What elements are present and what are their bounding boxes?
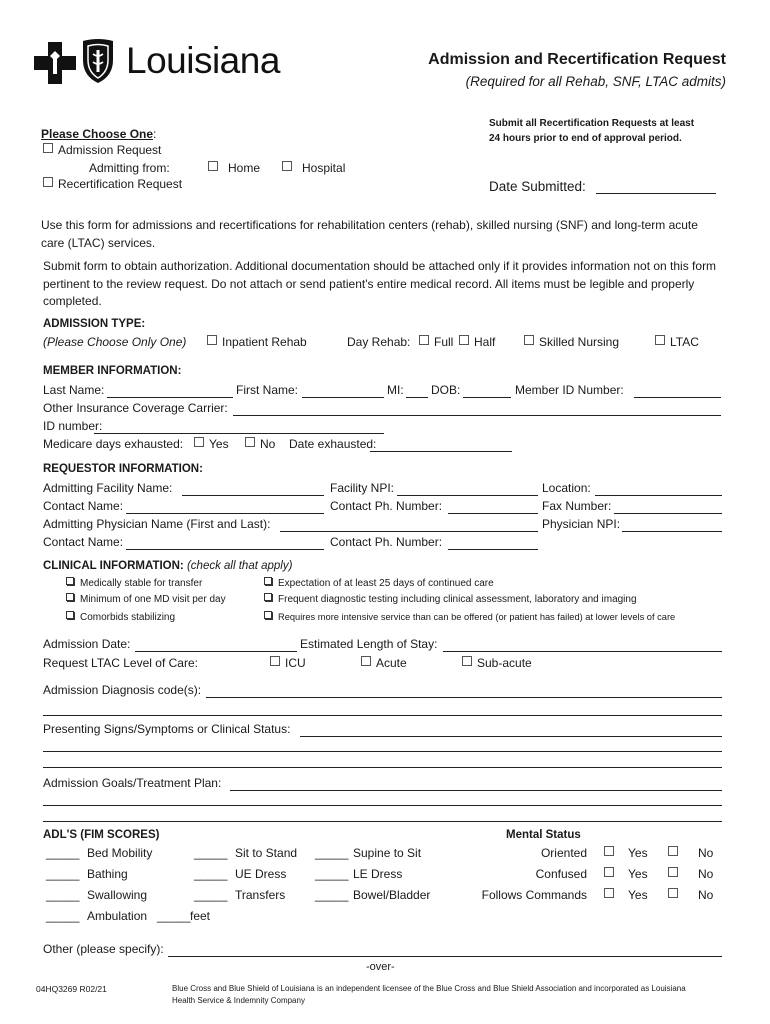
clinical-right-3[interactable]	[264, 611, 675, 622]
date-submitted-label: Date Submitted:	[489, 179, 586, 194]
full-label: Full	[434, 335, 454, 349]
adl-sit-to-stand-label: Sit to Stand	[235, 846, 298, 860]
icu-option[interactable]	[270, 656, 306, 670]
inpatient-rehab-label: Inpatient Rehab	[222, 335, 307, 349]
adl-sit-to-stand-blank[interactable]: _____	[194, 846, 228, 860]
admission-date-label: Admission Date:	[43, 637, 131, 651]
other-specify-label: Other (please specify):	[43, 942, 164, 956]
contact-name-2-field[interactable]	[126, 549, 324, 550]
blue-shield-icon	[80, 38, 116, 84]
logo	[34, 38, 284, 90]
other-insurance-field[interactable]	[233, 415, 721, 416]
adl-ue-dress-label: UE Dress	[235, 867, 287, 881]
choose-heading	[41, 127, 156, 141]
medicare-yes-label: Yes	[209, 437, 229, 451]
home-label: Home	[228, 161, 261, 175]
adl-heading: ADL'S (FIM SCORES)	[43, 829, 160, 841]
clinical-left-2-label: Minimum of one MD visit per day	[80, 594, 226, 605]
form-title: Admission and Recertification Request	[428, 51, 726, 68]
member-info-heading: MEMBER INFORMATION:	[43, 365, 182, 377]
submit-note-1: Submit all Recertification Requests at least	[489, 118, 695, 129]
skilled-nursing-label: Skilled Nursing	[539, 335, 620, 349]
dob-field[interactable]	[463, 397, 511, 398]
contact-phone-2-field[interactable]	[448, 549, 538, 550]
adl-ambulation-blank[interactable]: _____	[46, 909, 80, 923]
ltac-option[interactable]	[655, 335, 699, 349]
choose-heading-text: Please Choose One	[41, 127, 154, 141]
clinical-left-2-checkbox[interactable]	[66, 593, 74, 601]
subacute-option[interactable]	[462, 656, 532, 670]
ltac-label: LTAC	[670, 335, 699, 349]
icu-label: ICU	[285, 656, 306, 670]
commands-yes-option[interactable]	[604, 888, 648, 902]
admission-date-field[interactable]	[135, 651, 297, 652]
clinical-right-1[interactable]	[264, 577, 494, 589]
last-name-field[interactable]	[107, 397, 233, 398]
half-checkbox[interactable]	[459, 335, 469, 345]
recert-request-option[interactable]	[43, 177, 182, 191]
member-id-label: Member ID Number:	[515, 383, 624, 397]
adl-supine-label: Supine to Sit	[353, 846, 422, 860]
goals-field-2[interactable]	[43, 805, 722, 806]
hospital-option[interactable]	[282, 161, 345, 175]
acute-option[interactable]	[361, 656, 407, 670]
subacute-checkbox[interactable]	[462, 656, 472, 666]
length-of-stay-label: Estimated Length of Stay:	[300, 637, 438, 651]
signs-field[interactable]	[300, 736, 722, 737]
over-label: -over-	[366, 961, 395, 973]
oriented-no-option[interactable]	[668, 846, 713, 860]
goals-label: Admission Goals/Treatment Plan:	[43, 776, 222, 790]
adl-transfers-label: Transfers	[235, 888, 286, 902]
ltac-level-label: Request LTAC Level of Care:	[43, 656, 198, 670]
confused-no-option[interactable]	[668, 867, 713, 881]
adl-ambulation-label: Ambulation	[87, 909, 148, 923]
signs-field-3[interactable]	[43, 767, 722, 768]
admission-request-label: Admission Request	[58, 143, 162, 157]
submit-note-2: 24 hours prior to end of approval period.	[489, 133, 682, 144]
signs-label: Presenting Signs/Symptoms or Clinical Status:	[43, 722, 291, 736]
facility-name-label: Admitting Facility Name:	[43, 481, 173, 495]
diagnosis-field[interactable]	[206, 697, 722, 698]
physician-name-label: Admitting Physician Name (First and Last):	[43, 517, 271, 531]
fax-number-field[interactable]	[614, 513, 722, 514]
admitting-from-label: Admitting from:	[89, 161, 170, 175]
adl-bathing-blank[interactable]: _____	[46, 867, 80, 881]
mi-label: MI:	[387, 383, 404, 397]
intro-paragraph-2: Submit form to obtain authorization. Additional documentation should be attached only if it provides information not on this form pertinent to the review request. Do not attach or send patient's entire medical record. All items must be legible and properly completed.	[43, 259, 717, 308]
date-exhausted-label: Date exhausted:	[289, 437, 377, 451]
signs-field-2[interactable]	[43, 751, 722, 752]
commands-no-checkbox[interactable]	[668, 888, 678, 898]
oriented-yes-checkbox[interactable]	[604, 846, 614, 856]
hospital-label: Hospital	[302, 161, 346, 175]
half-option[interactable]	[459, 335, 495, 349]
physician-name-field[interactable]	[280, 531, 538, 532]
form-code: 04HQ3269 R02/21	[36, 984, 107, 994]
confused-yes-option[interactable]	[604, 867, 648, 881]
footer-line-1: Blue Cross and Blue Shield of Louisiana is an independent licensee of the Blue Cross and Blue Shield Association and incorporated as Louisiana	[172, 984, 686, 993]
medicare-no-option[interactable]	[245, 437, 275, 451]
adl-le-dress-label: LE Dress	[353, 867, 403, 881]
adl-bowel-blank[interactable]: _____	[315, 888, 349, 902]
clinical-right-2-label: Frequent diagnostic testing including clinical assessment, laboratory and imaging	[278, 594, 637, 605]
contact-phone-2-label: Contact Ph. Number:	[330, 535, 443, 549]
clinical-left-2[interactable]	[66, 593, 226, 605]
goals-field-3[interactable]	[43, 821, 722, 822]
medicare-yes-option[interactable]	[194, 437, 229, 451]
oriented-no-checkbox[interactable]	[668, 846, 678, 856]
clinical-right-2-checkbox[interactable]	[264, 593, 272, 601]
inpatient-rehab-checkbox[interactable]	[207, 335, 217, 345]
date-exhausted-field[interactable]	[370, 451, 512, 452]
contact-name-label: Contact Name:	[43, 499, 124, 513]
clinical-left-3[interactable]	[66, 611, 175, 623]
id-number-field[interactable]	[94, 433, 384, 434]
clinical-note: (check all that apply)	[186, 560, 293, 572]
mental-confused-label: Confused	[535, 867, 587, 881]
adl-le-dress-blank[interactable]: _____	[315, 867, 349, 881]
commands-no-option[interactable]	[668, 888, 713, 902]
clinical-right-2[interactable]	[264, 593, 637, 605]
confused-no-checkbox[interactable]	[668, 867, 678, 877]
recert-request-label: Recertification Request	[58, 177, 183, 191]
form-subtitle: (Required for all Rehab, SNF, LTAC admits)	[465, 74, 726, 89]
mental-oriented-label: Oriented	[540, 846, 587, 860]
contact-name-2-label: Contact Name:	[43, 535, 124, 549]
hospital-checkbox[interactable]	[282, 161, 292, 171]
contact-phone-field[interactable]	[448, 513, 538, 514]
clinical-left-1-checkbox[interactable]	[66, 577, 74, 585]
confused-no-label: No	[698, 867, 714, 881]
contact-name-field[interactable]	[126, 513, 324, 514]
subacute-label: Sub-acute	[477, 656, 532, 670]
other-insurance-label: Other Insurance Coverage Carrier:	[43, 401, 228, 415]
clinical-heading-text: CLINICAL INFORMATION:	[43, 560, 184, 572]
mental-status-heading: Mental Status	[506, 829, 581, 841]
clinical-right-3-checkbox[interactable]	[264, 611, 272, 619]
diagnosis-label: Admission Diagnosis code(s):	[43, 683, 202, 697]
admission-type-heading: ADMISSION TYPE:	[43, 318, 146, 330]
icu-checkbox[interactable]	[270, 656, 280, 666]
adl-supine-blank[interactable]: _____	[315, 846, 349, 860]
clinical-left-1[interactable]	[66, 577, 202, 589]
home-option[interactable]	[208, 161, 260, 175]
adl-bed-mobility-blank[interactable]: _____	[46, 846, 80, 860]
full-option[interactable]	[419, 335, 453, 349]
blue-cross-icon	[34, 42, 76, 84]
inpatient-rehab-option[interactable]	[207, 335, 307, 349]
adl-swallowing-blank[interactable]: _____	[46, 888, 80, 902]
physician-npi-label: Physician NPI:	[542, 517, 621, 531]
member-id-field[interactable]	[634, 397, 721, 398]
logo-text: Louisiana	[126, 40, 280, 81]
first-name-label: First Name:	[236, 383, 299, 397]
admission-type-note: (Please Choose Only One)	[43, 335, 187, 349]
first-name-field[interactable]	[302, 397, 384, 398]
commands-yes-checkbox[interactable]	[604, 888, 614, 898]
clinical-right-1-checkbox[interactable]	[264, 577, 272, 585]
facility-npi-field[interactable]	[397, 495, 538, 496]
full-checkbox[interactable]	[419, 335, 429, 345]
choose-colon: :	[153, 127, 157, 141]
mental-commands-label: Follows Commands	[481, 888, 587, 902]
footer-line-2: Health Service & Indemnity Company	[172, 996, 305, 1005]
mi-field[interactable]	[406, 397, 428, 398]
clinical-heading	[43, 560, 292, 572]
commands-no-label: No	[698, 888, 714, 902]
clinical-right-1-label: Expectation of at least 25 days of continued care	[278, 578, 494, 589]
clinical-left-3-checkbox[interactable]	[66, 611, 74, 619]
facility-name-field[interactable]	[182, 495, 324, 496]
adl-transfers-blank[interactable]: _____	[194, 888, 228, 902]
clinical-right-3-label: Requires more intensive service than can be offered (or patient has failed) at lower levels of care	[278, 612, 676, 622]
skilled-nursing-checkbox[interactable]	[524, 335, 534, 345]
day-rehab-label: Day Rehab:	[347, 335, 411, 349]
adl-bathing-label: Bathing	[87, 867, 128, 881]
other-specify-field[interactable]	[168, 956, 722, 957]
location-field[interactable]	[595, 495, 722, 496]
adl-feet-label: feet	[190, 909, 211, 923]
medicare-no-checkbox[interactable]	[245, 437, 255, 447]
intro-paragraph-1: Use this form for admissions and recertifications for rehabilitation centers (rehab), skilled nursing (SNF) and long-term acute care (LTAC) services.	[41, 218, 698, 250]
skilled-nursing-option[interactable]	[524, 335, 619, 349]
location-label: Location:	[542, 481, 591, 495]
clinical-left-3-label: Comorbids stabilizing	[80, 612, 176, 623]
adl-swallowing-label: Swallowing	[87, 888, 148, 902]
adl-ue-dress-blank[interactable]: _____	[194, 867, 228, 881]
half-label: Half	[474, 335, 496, 349]
last-name-label: Last Name:	[43, 383, 105, 397]
oriented-no-label: No	[698, 846, 714, 860]
oriented-yes-option[interactable]	[604, 846, 648, 860]
home-checkbox[interactable]	[208, 161, 218, 171]
goals-field[interactable]	[230, 790, 722, 791]
medicare-no-label: No	[260, 437, 276, 451]
adl-bed-mobility-label: Bed Mobility	[87, 846, 153, 860]
date-submitted-field[interactable]	[596, 193, 716, 194]
adl-bowel-label: Bowel/Bladder	[353, 888, 431, 902]
diagnosis-field-2[interactable]	[43, 715, 722, 716]
requestor-info-heading: REQUESTOR INFORMATION:	[43, 463, 203, 475]
admission-request-option[interactable]	[43, 143, 161, 157]
commands-yes-label: Yes	[628, 888, 648, 902]
confused-yes-checkbox[interactable]	[604, 867, 614, 877]
physician-npi-field[interactable]	[622, 531, 722, 532]
acute-checkbox[interactable]	[361, 656, 371, 666]
contact-phone-label: Contact Ph. Number:	[330, 499, 443, 513]
medicare-days-label: Medicare days exhausted:	[43, 437, 184, 451]
id-number-label: ID number:	[43, 419, 103, 433]
confused-yes-label: Yes	[628, 867, 648, 881]
clinical-left-1-label: Medically stable for transfer	[80, 578, 203, 589]
ltac-checkbox[interactable]	[655, 335, 665, 345]
fax-number-label: Fax Number:	[542, 499, 612, 513]
oriented-yes-label: Yes	[628, 846, 648, 860]
recert-request-checkbox[interactable]	[43, 177, 53, 187]
dob-label: DOB:	[431, 383, 461, 397]
acute-label: Acute	[376, 656, 407, 670]
medicare-yes-checkbox[interactable]	[194, 437, 204, 447]
length-of-stay-field[interactable]	[443, 651, 722, 652]
facility-npi-label: Facility NPI:	[330, 481, 395, 495]
adl-ambulation-feet-blank[interactable]: _____	[157, 909, 191, 923]
admission-request-checkbox[interactable]	[43, 143, 53, 153]
